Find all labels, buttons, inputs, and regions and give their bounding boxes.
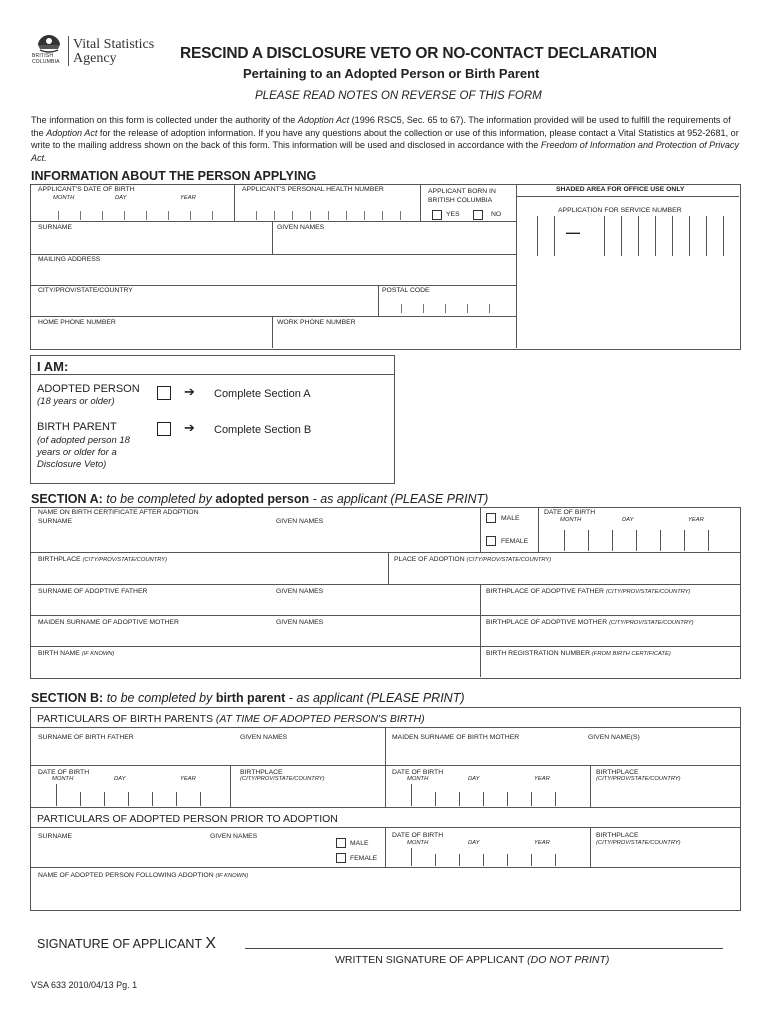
born-bc-yes-checkbox[interactable] [432,210,442,220]
signature-caption: WRITTEN SIGNATURE OF APPLICANT (DO NOT PRINT) [335,954,610,966]
arrow-right-icon: ➔ [184,384,195,399]
birth-father-birthplace-note: (CITY/PROV/STATE/COUNTRY) [240,776,325,782]
section-a-given-names-label: GIVEN NAMES [276,518,324,525]
city-label: CITY/PROV/STATE/COUNTRY [38,287,133,294]
section-a-birthplace-field[interactable] [31,564,387,583]
birth-mother-birthplace-label: BIRTHPLACE [596,769,639,776]
adoptive-father-name-field[interactable] [31,596,479,614]
work-phone-label: WORK PHONE NUMBER [277,319,356,326]
bc-crest-icon [34,33,64,55]
form-title: RESCIND A DISCLOSURE VETO OR NO-CONTACT DECLARATION [180,45,657,62]
section-a-month-label: MONTH [560,517,582,523]
adopted-prior-birthplace-note: (CITY/PROV/STATE/COUNTRY) [596,840,681,846]
applicant-section-heading: INFORMATION ABOUT THE PERSON APPLYING [31,169,317,183]
section-a-male-label: MALE [501,515,520,522]
birth-name-label: BIRTH NAME (IF KNOWN) [38,650,115,657]
section-a-surname-label: SURNAME [38,518,72,525]
section-a-heading: SECTION A: to be completed by adopted person - as applicant (PLEASE PRINT) [31,492,489,506]
adoptive-mother-birthplace-label: BIRTHPLACE OF ADOPTIVE MOTHER (CITY/PROV/STATE/COUNTRY) [486,619,694,626]
birth-father-birthplace-field[interactable] [231,786,384,806]
adoptive-father-given-names-label: GIVEN NAMES [276,588,324,595]
collection-notice: The information on this form is collected under the authority of the Adoption Act (1996 RSC5, Sec. 65 to 67). The information provided will be used to fulfill the requirements of the Adoption Act for the release of adoption information. If you have any questions about the collection or use of this information, please contact a Vital Statistics at 952-2681, or write to the mailing address shown on the back of this form. This information will be used and disclosed in accordance with the Freedom of Information and Protection of Privacy Act. [31,115,739,163]
mailing-address-label: MAILING ADDRESS [38,256,101,263]
section-a-female-checkbox[interactable] [486,536,496,546]
born-bc-no-label: NO [491,211,502,218]
form-instruction: PLEASE READ NOTES ON REVERSE OF THIS FORM [255,90,542,102]
birth-mother-month-label: MONTH [407,776,429,782]
adopted-prior-dob-label: DATE OF BIRTH [392,832,444,839]
adoptive-mother-name-field[interactable] [31,627,479,645]
particulars-birth-parents-heading: PARTICULARS OF BIRTH PARENTS (AT TIME OF ADOPTED PERSON'S BIRTH) [37,713,425,725]
province-wordmark: BRITISH COLUMBIA [32,53,60,65]
work-phone-field[interactable] [273,328,515,347]
name-following-adoption-field[interactable] [31,881,739,908]
section-a-day-label: DAY [622,517,634,523]
adopted-prior-dob-field[interactable] [387,848,589,866]
postal-code-field[interactable] [379,296,515,315]
application-service-number-label: APPLICATION FOR SERVICE NUMBER [558,207,682,214]
birth-parent-note: (of adopted person 18 years or older for a Disclosure Veto) [37,435,130,470]
adopted-person-label: ADOPTED PERSON [37,383,140,395]
adoptive-father-birthplace-field[interactable] [481,596,739,614]
name-on-certificate-label: NAME ON BIRTH CERTIFICATE AFTER ADOPTION [38,509,199,516]
place-of-adoption-label: PLACE OF ADOPTION (CITY/PROV/STATE/COUNTRY) [394,556,552,563]
birth-registration-field[interactable] [481,658,739,676]
adopted-person-note: (18 years or older) [37,396,115,407]
birth-father-year-label: YEAR [180,776,196,782]
birth-mother-birthplace-field[interactable] [591,786,739,806]
phn-label: APPLICANT'S PERSONAL HEALTH NUMBER [242,186,384,193]
birth-mother-name-field[interactable] [386,744,739,764]
adoptive-father-birthplace-label: BIRTHPLACE OF ADOPTIVE FATHER (CITY/PROV/STATE/COUNTRY) [486,588,691,595]
birth-father-birthplace-label: BIRTHPLACE [240,769,283,776]
section-a-male-checkbox[interactable] [486,513,496,523]
applicant-surname-label: SURNAME [38,224,72,231]
name-following-adoption-label: NAME OF ADOPTED PERSON FOLLOWING ADOPTION (IF KNOWN) [38,872,249,879]
birth-mother-dob-field[interactable] [387,784,589,806]
signature-label: SIGNATURE OF APPLICANT X [37,935,216,952]
birth-mother-given-names-label: GIVEN NAME(S) [588,734,640,741]
birth-father-surname-label: SURNAME OF BIRTH FATHER [38,734,134,741]
section-a-dob-label: DATE OF BIRTH [544,509,596,516]
section-b-heading: SECTION B: to be completed by birth parent - as applicant (PLEASE PRINT) [31,691,465,705]
section-a-name-field[interactable] [31,528,479,551]
adopted-prior-given-names-label: GIVEN NAMES [210,833,258,840]
applicant-dob-field[interactable] [36,208,231,220]
section-a-birthplace-label: BIRTHPLACE (CITY/PROV/STATE/COUNTRY) [38,556,168,563]
form-id: VSA 633 2010/04/13 Pg. 1 [31,980,138,990]
phn-field[interactable] [238,208,418,220]
section-b-male-label: MALE [350,840,369,847]
birth-father-given-names-label: GIVEN NAMES [240,734,288,741]
dob-year-label: YEAR [180,195,196,201]
dob-month-label: MONTH [53,195,75,201]
signature-line[interactable] [245,948,723,949]
section-a-year-label: YEAR [688,517,704,523]
birth-mother-birthplace-note: (CITY/PROV/STATE/COUNTRY) [596,776,681,782]
service-number-dash: — [566,224,580,240]
applicant-given-names-label: GIVEN NAMES [277,224,325,231]
applicant-surname-field[interactable] [31,233,271,253]
birth-father-day-label: DAY [114,776,126,782]
dob-day-label: DAY [115,195,127,201]
logo-divider [68,36,69,66]
section-a-female-label: FEMALE [501,538,529,545]
home-phone-label: HOME PHONE NUMBER [38,319,116,326]
home-phone-field[interactable] [31,328,271,347]
section-b-female-checkbox[interactable] [336,853,346,863]
birth-registration-label: BIRTH REGISTRATION NUMBER (FROM BIRTH CERTIFICATE) [486,650,671,657]
birth-father-name-field[interactable] [31,744,384,764]
application-service-number-field [520,216,736,256]
adoptive-mother-birthplace-field[interactable] [481,627,739,645]
birth-father-month-label: MONTH [52,776,74,782]
birth-mother-dob-label: DATE OF BIRTH [392,769,444,776]
born-bc-no-checkbox[interactable] [473,210,483,220]
form-subtitle: Pertaining to an Adopted Person or Birth Parent [243,66,540,81]
applicant-given-names-field[interactable] [273,233,515,253]
mailing-address-field[interactable] [31,265,515,284]
particulars-adopted-person-heading: PARTICULARS OF ADOPTED PERSON PRIOR TO ADOPTION [37,813,338,825]
adopted-prior-surname-label: SURNAME [38,833,72,840]
adoptive-mother-given-names-label: GIVEN NAMES [276,619,324,626]
section-b-female-label: FEMALE [350,855,378,862]
office-use-label: SHADED AREA FOR OFFICE USE ONLY [556,186,685,193]
adopted-person-checkbox[interactable] [157,386,171,400]
postal-code-label: POSTAL CODE [382,287,430,294]
born-in-bc-label: APPLICANT BORN IN BRITISH COLUMBIA [428,188,496,204]
adoptive-mother-maiden-label: MAIDEN SURNAME OF ADOPTIVE MOTHER [38,619,179,626]
birth-name-field[interactable] [31,658,479,676]
adopted-prior-month-label: MONTH [407,840,429,846]
agency-name: Vital Statistics Agency [73,37,155,66]
section-a-dob-field[interactable] [540,530,738,551]
adoptive-father-surname-label: SURNAME OF ADOPTIVE FATHER [38,588,148,595]
birth-father-dob-field[interactable] [32,784,229,806]
birth-mother-year-label: YEAR [534,776,550,782]
birth-parent-label: BIRTH PARENT [37,421,117,433]
birth-mother-maiden-label: MAIDEN SURNAME OF BIRTH MOTHER [392,734,520,741]
section-b-male-checkbox[interactable] [336,838,346,848]
place-of-adoption-field[interactable] [389,564,739,583]
birth-father-dob-label: DATE OF BIRTH [38,769,90,776]
applicant-dob-label: APPLICANT'S DATE OF BIRTH [38,186,135,193]
adopted-prior-birthplace-field[interactable] [591,848,739,866]
adopted-prior-name-field[interactable] [31,842,331,866]
complete-section-a-label: Complete Section A [214,388,311,400]
arrow-right-icon: ➔ [184,420,195,435]
birth-mother-day-label: DAY [468,776,480,782]
city-field[interactable] [31,296,377,315]
born-bc-yes-label: YES [446,211,460,218]
i-am-title: I AM: [37,359,69,374]
complete-section-b-label: Complete Section B [214,424,312,436]
adopted-prior-birthplace-label: BIRTHPLACE [596,832,639,839]
adopted-prior-year-label: YEAR [534,840,550,846]
birth-parent-checkbox[interactable] [157,422,171,436]
adopted-prior-day-label: DAY [468,840,480,846]
